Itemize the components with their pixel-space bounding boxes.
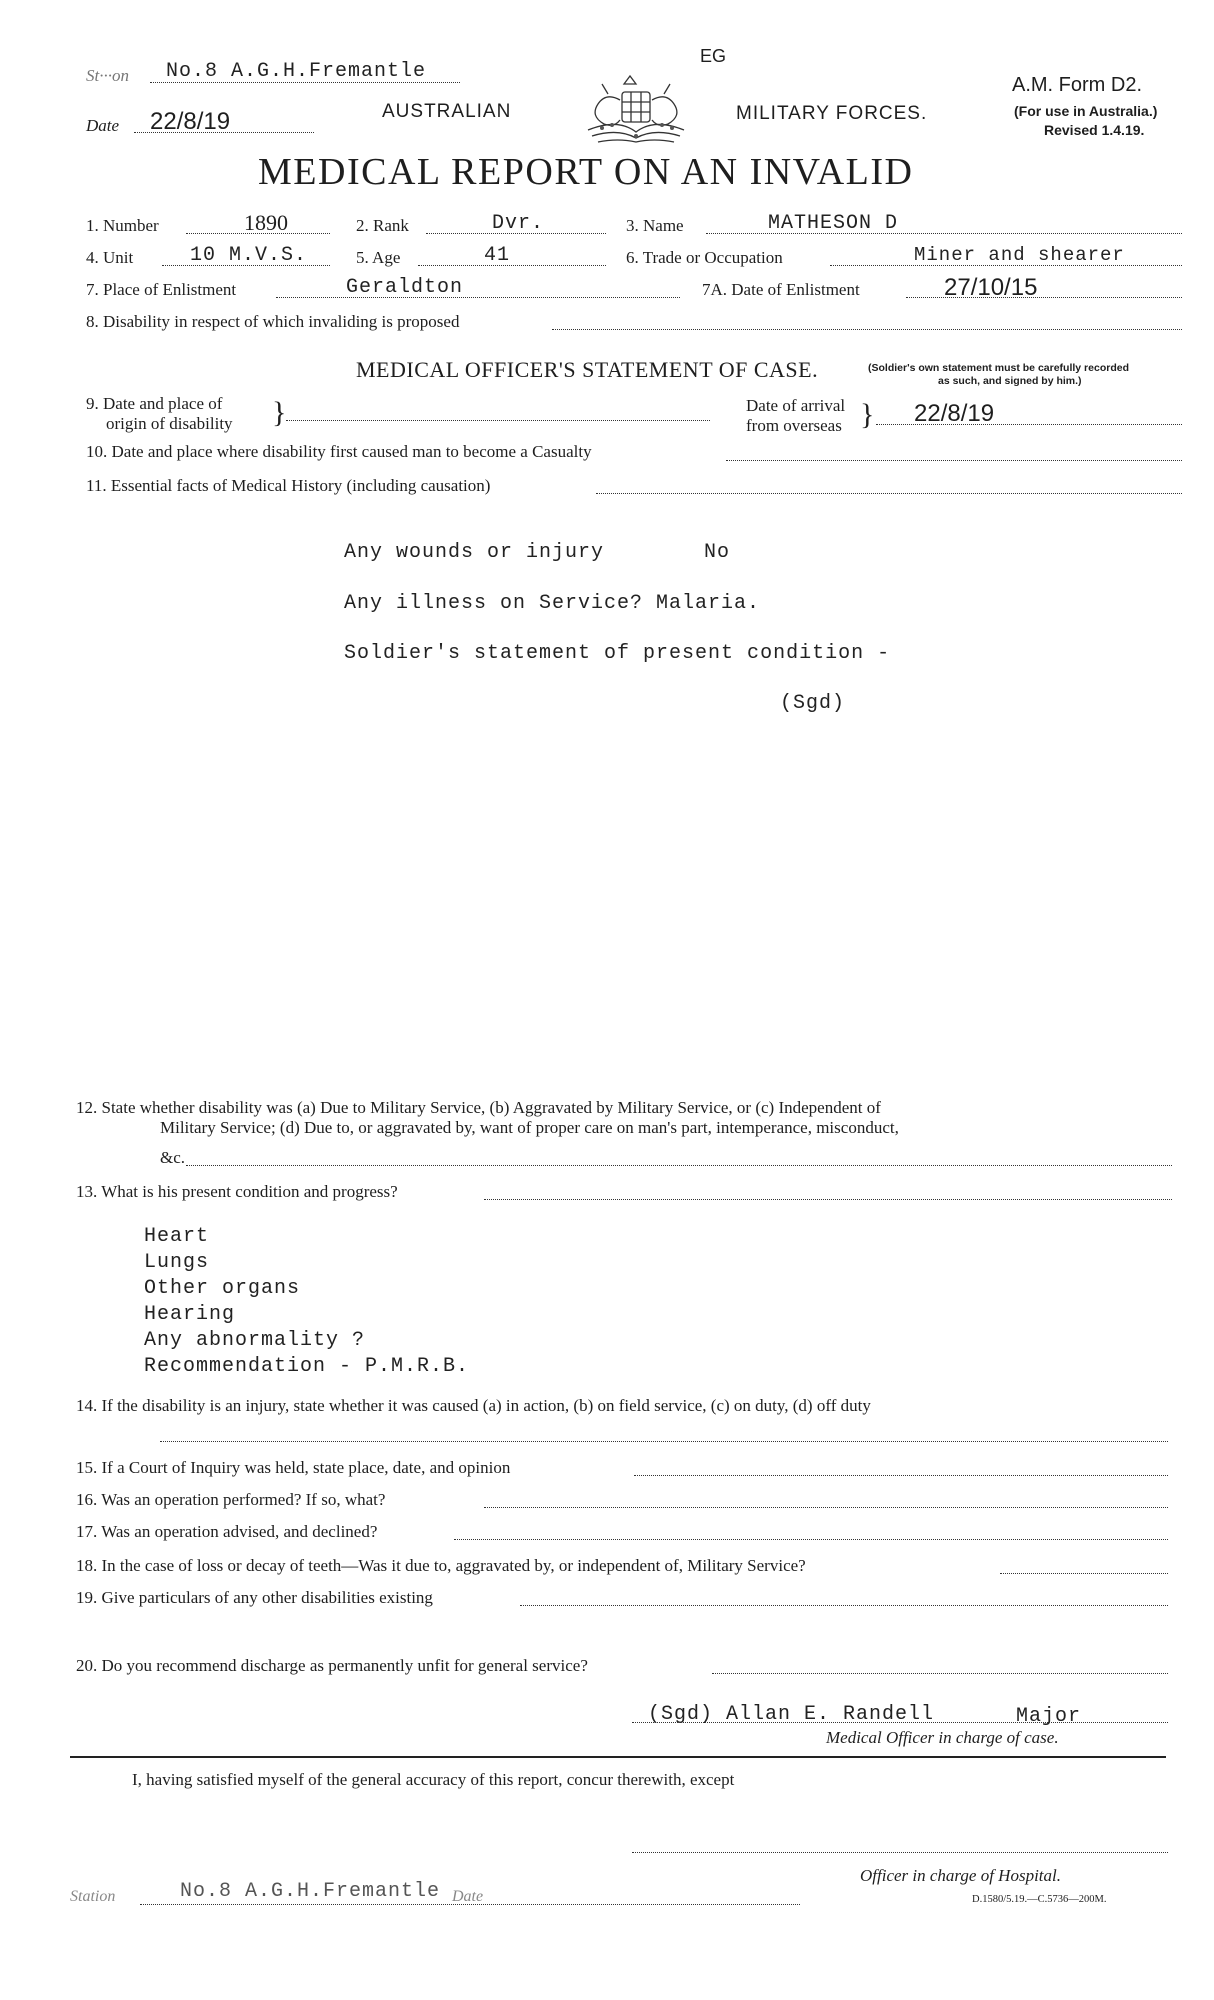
typed-sgd: (Sgd) xyxy=(780,692,846,715)
q20-label: 20. Do you recommend discharge as permanently unfit for general service? xyxy=(76,1656,588,1675)
q11-label: 11. Essential facts of Medical History (including causation) xyxy=(86,476,491,495)
q14-label: 14. If the disability is an injury, state whether it was caused (a) in action, (b) on field service, (c) on duty, (d) off duty xyxy=(76,1396,871,1415)
condition-other-organs: Other organs xyxy=(144,1277,301,1300)
unit-value: 10 M.V.S. xyxy=(190,244,308,267)
statement-note-line2: as such, and signed by him.) xyxy=(938,375,1082,387)
trade-label: 6. Trade or Occupation xyxy=(626,248,783,267)
station-value: No.8 A.G.H.Fremantle xyxy=(166,60,427,83)
q10-label: 10. Date and place where disability first caused man to become a Casualty xyxy=(86,442,592,461)
australian-label: AUSTRALIAN xyxy=(382,101,512,122)
date-label: Date xyxy=(86,116,120,135)
rank-value: Dvr. xyxy=(492,212,545,235)
q12-label-line3: &c. xyxy=(160,1148,186,1167)
date-value: 22/8/19 xyxy=(150,108,231,135)
condition-heart: Heart xyxy=(144,1225,210,1248)
typed-soldier-statement: Soldier's statement of present condition - xyxy=(344,642,891,665)
q13-label: 13. What is his present condition and progress? xyxy=(76,1182,398,1201)
eg-mark: EG xyxy=(700,46,727,66)
footer-station-label: Station xyxy=(70,1888,116,1905)
date-enlist-value: 27/10/15 xyxy=(944,274,1038,301)
number-value: 1890 xyxy=(244,210,288,235)
name-label: 3. Name xyxy=(626,216,684,235)
coat-of-arms-emblem xyxy=(578,70,696,150)
footer-station-value: No.8 A.G.H.Fremantle xyxy=(180,1880,441,1903)
condition-abnormality: Any abnormality ? xyxy=(144,1329,366,1352)
condition-hearing: Hearing xyxy=(144,1303,236,1326)
typed-illness: Any illness on Service? Malaria. xyxy=(344,592,761,615)
age-value: 41 xyxy=(484,244,511,267)
q18-label: 18. In the case of loss or decay of teeth—Was it due to, aggravated by, or independent of, Military Service? xyxy=(76,1556,806,1575)
typed-wounds: Any wounds or injury xyxy=(344,541,605,564)
place-enlist-value: Geraldton xyxy=(346,276,464,299)
q17-label: 17. Was an operation advised, and declined? xyxy=(76,1522,378,1541)
q15-label: 15. If a Court of Inquiry was held, state place, date, and opinion xyxy=(76,1458,511,1477)
statement-heading: MEDICAL OFFICER'S STATEMENT OF CASE. xyxy=(356,357,819,382)
q9-label-line1: 9. Date and place of xyxy=(86,394,223,413)
q19-label: 19. Give particulars of any other disabilities existing xyxy=(76,1588,433,1607)
arrival-label-line1: Date of arrival xyxy=(746,396,846,415)
form-number: A.M. Form D2. xyxy=(1012,74,1143,96)
officer-caption: Officer in charge of Hospital. xyxy=(860,1866,1061,1885)
station-label: St···on xyxy=(86,66,129,85)
condition-recommendation: Recommendation - P.M.R.B. xyxy=(144,1355,470,1378)
form-revised: Revised 1.4.19. xyxy=(1044,122,1145,138)
trade-value: Miner and shearer xyxy=(914,244,1125,266)
condition-lungs: Lungs xyxy=(144,1251,210,1274)
mo-caption: Medical Officer in charge of case. xyxy=(826,1728,1059,1747)
mo-rank: Major xyxy=(1016,1705,1082,1728)
q9-label-line2: origin of disability xyxy=(106,414,233,433)
page-title: MEDICAL REPORT ON AN INVALID xyxy=(258,151,914,193)
form-use-note: (For use in Australia.) xyxy=(1014,103,1158,119)
q16-label: 16. Was an operation performed? If so, what? xyxy=(76,1490,386,1509)
arrival-label-line2: from overseas xyxy=(746,416,842,435)
q12-label-line1: 12. State whether disability was (a) Due to Military Service, (b) Aggravated by Military Service, or (c) Independent of xyxy=(76,1098,881,1117)
statement-note-line1: (Soldier's own statement must be carefully recorded xyxy=(868,362,1129,374)
mo-signature: (Sgd) Allan E. Randell xyxy=(648,1703,935,1726)
typed-wounds-answer: No xyxy=(704,541,731,564)
number-label: 1. Number xyxy=(86,216,159,235)
unit-label: 4. Unit xyxy=(86,248,134,267)
date-enlist-label: 7A. Date of Enlistment xyxy=(702,280,860,299)
disability-label: 8. Disability in respect of which invaliding is proposed xyxy=(86,312,460,331)
name-value: MATHESON D xyxy=(768,212,899,235)
q12-label-line2: Military Service; (d) Due to, or aggravated by, want of proper care on man's part, intemperance, misconduct, xyxy=(160,1118,899,1137)
military-forces-label: MILITARY FORCES. xyxy=(736,103,928,124)
arrival-value: 22/8/19 xyxy=(914,400,995,427)
concur-statement: I, having satisfied myself of the general accuracy of this report, concur therewith, except xyxy=(132,1770,735,1789)
footer-date-label: Date xyxy=(452,1888,484,1905)
rank-label: 2. Rank xyxy=(356,216,409,235)
print-code: D.1580/5.19.—C.5736—200M. xyxy=(972,1894,1107,1905)
place-enlist-label: 7. Place of Enlistment xyxy=(86,280,237,299)
age-label: 5. Age xyxy=(356,248,401,267)
